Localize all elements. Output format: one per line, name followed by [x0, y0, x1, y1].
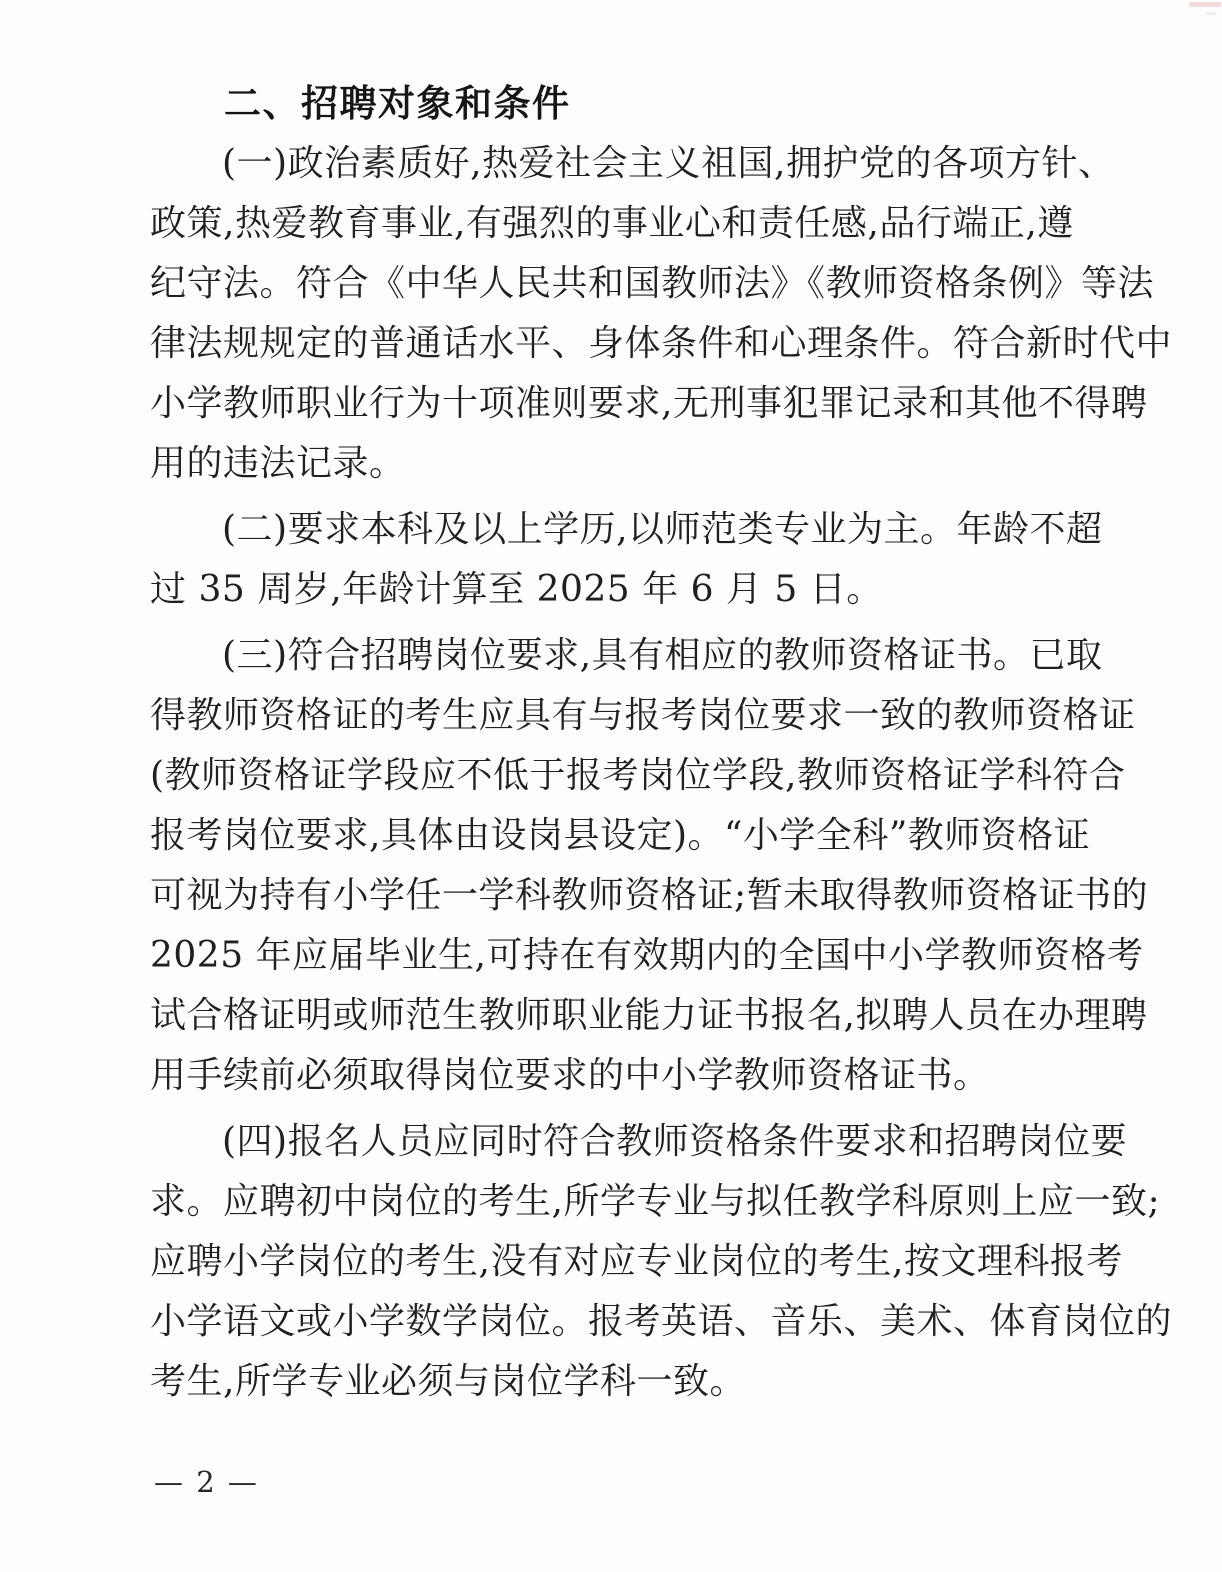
paragraph-3-line-3: (教师资格证学段应不低于报考岗位学段,教师资格证学科符合 [150, 755, 1126, 796]
scan-artifact-top-right [1189, 2, 1221, 7]
paragraph-4-line-3: 应聘小学岗位的考生,没有对应专业岗位的考生,按文理科报考 [150, 1241, 1123, 1282]
page-number: — 2 — [154, 1465, 259, 1499]
paragraph-1-line-3: 纪守法。符合《中华人民共和国教师法》《教师资格条例》等法 [150, 263, 1155, 304]
paragraph-item-2 [150, 500, 1134, 620]
paragraph-item-3 [150, 626, 1149, 1106]
paragraph-3-line-7: 试合格证明或师范生教师职业能力证书报名,拟聘人员在办理聘 [150, 995, 1148, 1036]
paragraph-1-line-5: 小学教师职业行为十项准则要求,无刑事犯罪记录和其他不得聘 [150, 383, 1148, 424]
paragraph-1-line-2: 政策,热爱教育事业,有强烈的事业心和责任感,品行端正,遵 [150, 203, 1074, 244]
paragraph-3-line-6: 2025 年应届毕业生,可持在有效期内的全国中小学教师资格考 [150, 935, 1144, 976]
paragraph-4-line-5: 考生,所学专业必须与岗位学科一致。 [150, 1361, 746, 1402]
paragraph-3-line-2: 得教师资格证的考生应具有与报考岗位要求一致的教师资格证 [150, 695, 1136, 736]
paragraph-4-line-4: 小学语文或小学数学岗位。报考英语、音乐、美术、体育岗位的 [150, 1301, 1173, 1342]
paragraph-item-1 [150, 134, 1173, 494]
paragraph-3-line-5: 可视为持有小学任一学科教师资格证;暂未取得教师资格证书的 [150, 875, 1149, 916]
paragraph-4-line-1: (四)报名人员应同时符合教师资格条件要求和招聘岗位要 [222, 1121, 1128, 1162]
paragraph-4-line-2: 求。应聘初中岗位的考生,所学专业与拟任教学科原则上应一致; [150, 1181, 1161, 1222]
paragraph-item-4 [150, 1112, 1173, 1412]
paragraph-2-line-2: 过 35 周岁,年龄计算至 2025 年 6 月 5 日。 [150, 569, 883, 610]
paragraph-1-line-4: 律法规规定的普通话水平、身体条件和心理条件。符合新时代中 [150, 323, 1173, 364]
section-title: 二、招聘对象和条件 [224, 82, 571, 125]
paragraph-1-line-6: 用的违法记录。 [150, 443, 406, 484]
paragraph-2-line-1: (二)要求本科及以上学历,以师范类专业为主。年龄不超 [222, 509, 1103, 550]
document-body [150, 74, 1173, 1418]
paragraph-3-line-4: 报考岗位要求,具体由设岗县设定)。“小学全科”教师资格证 [150, 815, 1091, 856]
paragraph-3-line-1: (三)符合招聘岗位要求,具有相应的教师资格证书。已取 [222, 635, 1103, 676]
paragraph-1-line-1: (一)政治素质好,热爱社会主义祖国,拥护党的各项方针、 [222, 143, 1115, 184]
paragraph-3-line-8: 用手续前必须取得岗位要求的中小学教师资格证书。 [150, 1055, 990, 1096]
scan-artifact-speck [1206, 12, 1216, 15]
